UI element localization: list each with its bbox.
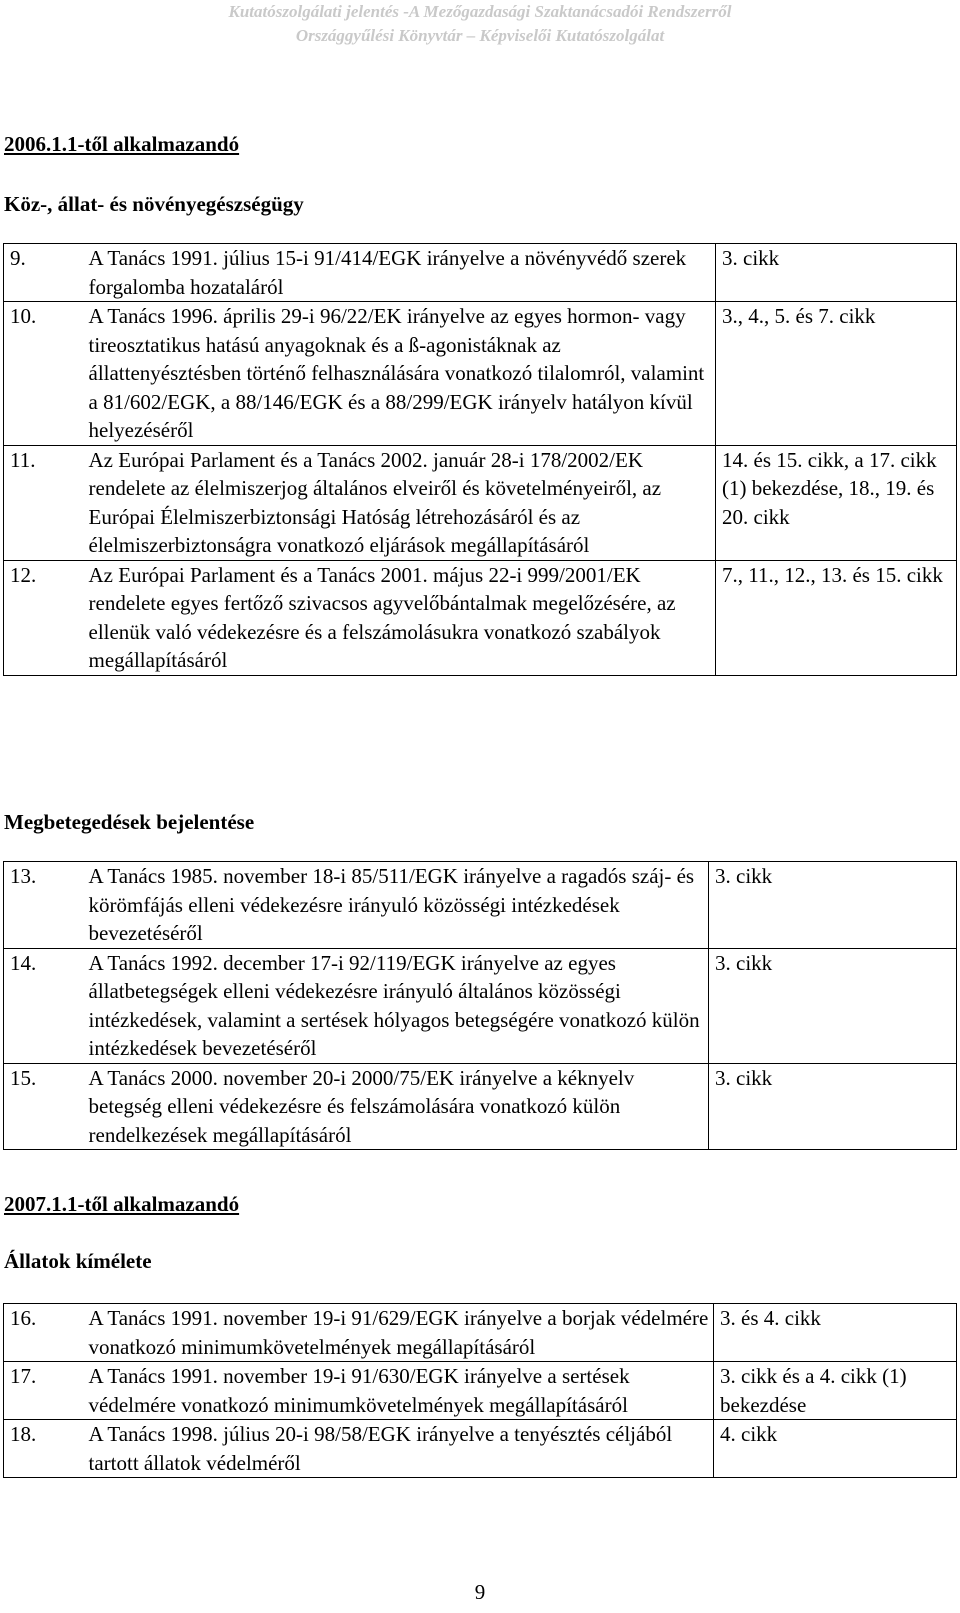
regulation-title: A Tanács 1985. november 18-i 85/511/EGK irányelve a ragadós száj- és körömfájás elleni védekezésre irányuló közösségi intézkedések bevezetéséről <box>89 862 709 949</box>
article-reference: 4. cikk <box>714 1420 957 1478</box>
regulation-title: A Tanács 2000. november 20-i 2000/75/EK irányelve a kéknyelv betegség elleni védekezésre és felszámolására vonatkozó külön rendelkezések megállapításáról <box>89 1063 709 1150</box>
table-row <box>4 1063 957 1150</box>
table-row <box>4 445 957 560</box>
table-row <box>4 948 957 1063</box>
regulation-number: 9. <box>4 244 89 302</box>
article-reference: 3. cikk <box>709 948 957 1063</box>
regulation-title: A Tanács 1992. december 17-i 92/119/EGK irányelve az egyes állatbetegségek elleni védekezésre irányuló általános közösségi intézkedések, valamint a sertések hólyagos betegségére vonatkozó külön intézkedések bevezetéséről <box>89 948 709 1063</box>
regulation-table-body <box>4 862 957 1150</box>
table-row <box>4 302 957 446</box>
date-heading-2006: 2006.1.1-től alkalmazandó <box>4 132 240 156</box>
table-row <box>4 1420 957 1478</box>
regulation-number: 10. <box>4 302 89 446</box>
regulation-number: 13. <box>4 862 89 949</box>
regulation-number: 16. <box>4 1304 89 1362</box>
regulation-table-health <box>3 243 957 676</box>
article-reference: 3. cikk és a 4. cikk (1) bekezdése <box>714 1362 957 1420</box>
regulation-title: A Tanács 1991. november 19-i 91/629/EGK irányelve a borjak védelmére vonatkozó minimumkövetelmények megállapításáról <box>89 1304 714 1362</box>
date-heading-2007: 2007.1.1-től alkalmazandó <box>4 1192 240 1216</box>
article-reference: 3. cikk <box>716 244 957 302</box>
regulation-title: A Tanács 1996. április 29-i 96/22/EK irányelve az egyes hormon- vagy tireosztatikus hatású anyagoknak és a ß-agonistáknak az állattenyésztésben történő felhasználására vonatkozó tilalomról, valamint a 81/602/EGK, a 88/146/EGK és a 88/299/EGK irányelv hatályon kívül helyezéséről <box>89 302 716 446</box>
regulation-title: A Tanács 1991. november 19-i 91/630/EGK irányelve a sertések védelmére vonatkozó minimumkövetelmények megállapításáról <box>89 1362 714 1420</box>
table-row <box>4 244 957 302</box>
table-row <box>4 1362 957 1420</box>
regulation-number: 12. <box>4 560 89 675</box>
regulation-number: 17. <box>4 1362 89 1420</box>
regulation-number: 14. <box>4 948 89 1063</box>
regulation-table-animal-welfare <box>3 1303 957 1478</box>
regulation-title: A Tanács 1998. július 20-i 98/58/EGK irányelve a tenyésztés céljából tartott állatok védelméről <box>89 1420 714 1478</box>
regulation-table-body <box>4 244 957 676</box>
article-reference: 14. és 15. cikk, a 17. cikk (1) bekezdése, 18., 19. és 20. cikk <box>716 445 957 560</box>
article-reference: 3. és 4. cikk <box>714 1304 957 1362</box>
page-header <box>0 0 960 48</box>
topic-heading-disease-notification: Megbetegedések bejelentése <box>4 810 255 834</box>
table-row <box>4 1304 957 1362</box>
article-reference: 3. cikk <box>709 1063 957 1150</box>
regulation-number: 15. <box>4 1063 89 1150</box>
regulation-number: 18. <box>4 1420 89 1478</box>
topic-heading-animal-welfare: Állatok kímélete <box>4 1249 152 1273</box>
article-reference: 3. cikk <box>709 862 957 949</box>
regulation-table-disease <box>3 861 957 1150</box>
regulation-title: Az Európai Parlament és a Tanács 2001. május 22-i 999/2001/EK rendelete egyes fertőző szivacsos agyvelőbántalmak megelőzésére, az ellenük való védekezésre és a felszámolásukra vonatkozó szabályok megállapításáról <box>89 560 716 675</box>
table-row <box>4 862 957 949</box>
table-row <box>4 560 957 675</box>
regulation-number: 11. <box>4 445 89 560</box>
regulation-table-body <box>4 1304 957 1478</box>
page-number: 9 <box>474 1580 486 1604</box>
topic-heading-health: Köz-, állat- és növényegészségügy <box>4 192 304 216</box>
article-reference: 3., 4., 5. és 7. cikk <box>716 302 957 446</box>
header-line-1: Kutatószolgálati jelentés -A Mezőgazdasági Szaktanácsadói Rendszerről <box>228 2 732 21</box>
regulation-title: Az Európai Parlament és a Tanács 2002. január 28-i 178/2002/EK rendelete az élelmiszerjog általános elveiről és követelményeiről, az Európai Élelmiszerbiztonsági Hatóság létrehozásáról és az élelmiszerbiztonságra vonatkozó eljárások megállapításáról <box>89 445 716 560</box>
header-line-2: Országgyűlési Könyvtár – Képviselői Kutatószolgálat <box>295 26 665 45</box>
regulation-title: A Tanács 1991. július 15-i 91/414/EGK irányelve a növényvédő szerek forgalomba hozataláról <box>89 244 716 302</box>
article-reference: 7., 11., 12., 13. és 15. cikk <box>716 560 957 675</box>
